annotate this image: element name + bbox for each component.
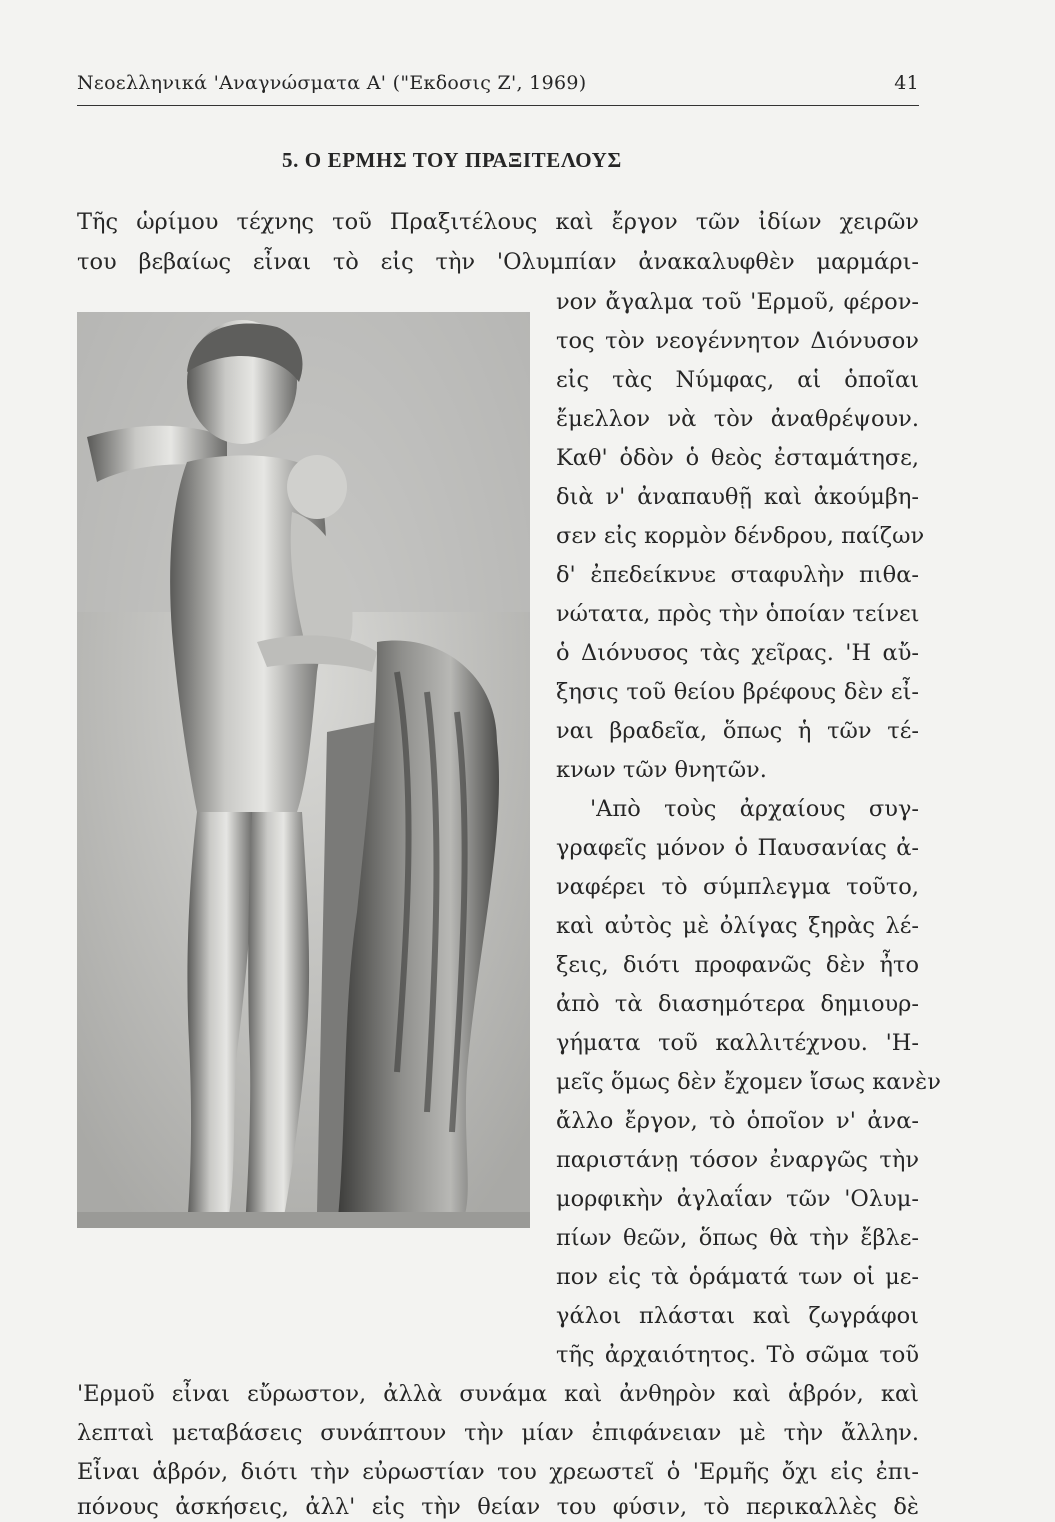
closing-line: 'Ερμοῦ εἶναι εὔρωστον, ἀλλὰ συνάμα καὶ ἀνθηρὸν καὶ ἁβρόν, καὶ bbox=[77, 1381, 919, 1407]
column-line: εἰς τὰς Νύμφας, αἱ ὁποῖαι bbox=[556, 367, 919, 393]
closing-line: λεπταὶ μεταβάσεις συνάπτουν τὴν μίαν ἐπιφάνειαν μὲ τὴν ἄλλην. bbox=[77, 1420, 919, 1446]
column-line: πίων θεῶν, ὅπως θὰ τὴν ἔβλε- bbox=[556, 1225, 919, 1251]
running-title: Νεοελληνικά 'Αναγνώσματα Α' ("Εκδοσις Ζ', 1969) bbox=[77, 72, 587, 94]
column-line: γραφεῖς μόνον ὁ Παυσανίας ἀ- bbox=[556, 835, 919, 861]
chapter-title: 5. Ο ΕΡΜΗΣ ΤΟΥ ΠΡΑΞΙΤΕΛΟΥΣ bbox=[282, 148, 622, 172]
column-line: ἀπὸ τὰ διασημότερα δημιουρ- bbox=[556, 991, 919, 1017]
column-line: ἔμελλον νὰ τὸν ἀναθρέψουν. bbox=[556, 406, 919, 432]
column-line: κνων τῶν θνητῶν. bbox=[556, 757, 767, 783]
column-line: ὁ Διόνυσος τὰς χεῖρας. 'Η αὔ- bbox=[556, 640, 919, 666]
column-line: γάλοι πλάσται καὶ ζωγράφοι bbox=[556, 1303, 919, 1329]
column-line: Καθ' ὁδὸν ὁ θεὸς ἐσταμάτησε, bbox=[556, 445, 919, 471]
column-line: νον ἄγαλμα τοῦ 'Ερμοῦ, φέρον- bbox=[556, 289, 919, 315]
column-line: γήματα τοῦ καλλιτέχνου. 'Η- bbox=[556, 1030, 919, 1056]
column-line: δ' ἐπεδείκνυε σταφυλὴν πιθα- bbox=[556, 562, 919, 588]
header-rule bbox=[77, 105, 919, 106]
column-line: διὰ ν' ἀναπαυθῇ καὶ ἀκούμβη- bbox=[556, 484, 919, 510]
closing-line: πόνους ἀσκήσεις, ἀλλ' εἰς τὴν θείαν του φύσιν, τὸ περικαλλὲς δὲ bbox=[77, 1494, 919, 1520]
column-line: ναφέρει τὸ σύμπλεγμα τοῦτο, bbox=[556, 874, 919, 900]
column-line: ἄλλο ἔργον, τὸ ὁποῖον ν' ἀνα- bbox=[556, 1108, 919, 1134]
column-line: σεν εἰς κορμὸν δένδρου, παίζων bbox=[556, 523, 925, 549]
column-line: τῆς ἀρχαιότητος. Τὸ σῶμα τοῦ bbox=[556, 1342, 919, 1368]
intro-line: του βεβαίως εἶναι τὸ εἰς τὴν 'Ολυμπίαν ἀνακαλυφθὲν μαρμάρι- bbox=[77, 249, 919, 275]
column-line: πον εἰς τὰ ὁράματά των οἱ με- bbox=[556, 1264, 919, 1290]
column-line: τος τὸν νεογέννητον Διόνυσον bbox=[556, 328, 919, 354]
column-line: ξεις, διότι προφανῶς δὲν ἦτο bbox=[556, 952, 919, 978]
column-line: καὶ αὐτὸς μὲ ὀλίγας ξηρὰς λέ- bbox=[556, 913, 919, 939]
column-line: μορφικὴν ἀγλαΐαν τῶν 'Ολυμ- bbox=[556, 1186, 919, 1212]
intro-line: Τῆς ὡρίμου τέχνης τοῦ Πραξιτέλους καὶ ἔργον τῶν ἰδίων χειρῶν bbox=[77, 209, 919, 235]
column-line: ξησις τοῦ θείου βρέφους δὲν εἶ- bbox=[556, 679, 919, 705]
page-number: 41 bbox=[894, 72, 919, 94]
hermes-statue-photo bbox=[77, 312, 530, 1228]
column-line: ναι βραδεῖα, ὅπως ἡ τῶν τέ- bbox=[556, 718, 919, 744]
column-line: νώτατα, πρὸς τὴν ὁποίαν τείνει bbox=[556, 601, 920, 627]
closing-line: Εἶναι ἁβρόν, διότι τὴν εὐρωστίαν του χρεωστεῖ ὁ 'Ερμῆς ὄχι εἰς ἐπι- bbox=[77, 1459, 919, 1485]
column-line: μεῖς ὅμως δὲν ἔχομεν ἴσως κανὲν bbox=[556, 1069, 941, 1095]
running-header bbox=[77, 72, 919, 94]
column-line: παριστάνῃ τόσον ἐναργῶς τὴν bbox=[556, 1147, 919, 1173]
column-line: 'Απὸ τοὺς ἀρχαίους συγ- bbox=[590, 796, 919, 822]
